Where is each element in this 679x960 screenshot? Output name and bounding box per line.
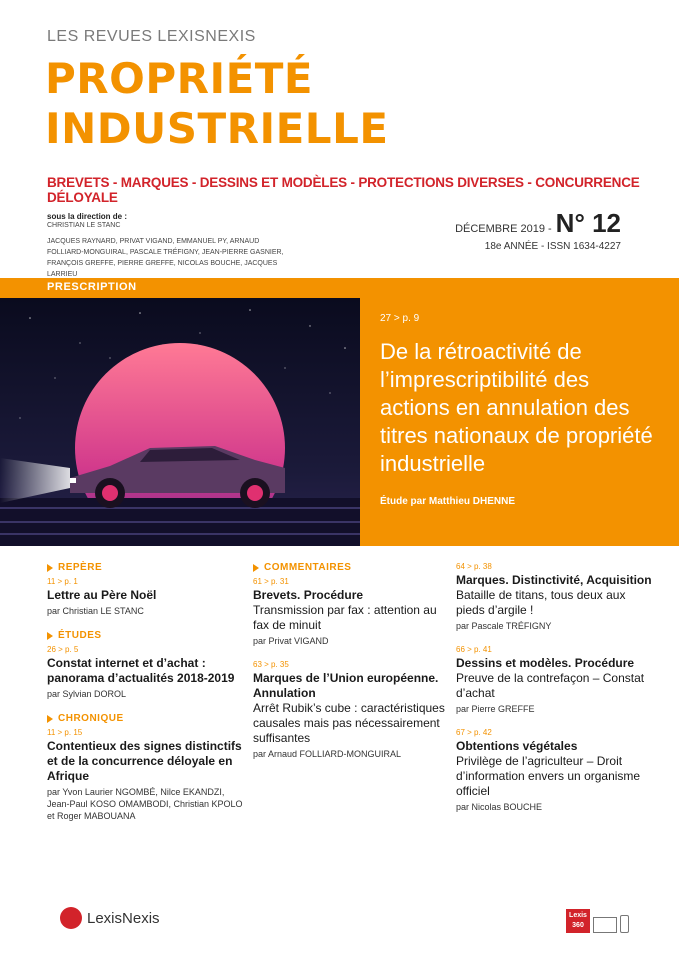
item-reference: 67 > p. 42 [456, 728, 492, 737]
item-text: Privilège de l’agriculteur – Droit d’information envers un organisme officiel [456, 754, 641, 798]
section-tab-label: PRESCRIPTION [47, 281, 137, 293]
editorial-board [47, 212, 297, 280]
list-item [253, 660, 448, 760]
section-repere [47, 562, 247, 617]
contents-column-3 [456, 562, 656, 826]
item-title: Contentieux des signes distinctifs et de la concurrence déloyale en Afrique [47, 739, 242, 783]
list-item [47, 645, 247, 700]
feature-reference: 27 > p. 9 [380, 313, 420, 324]
section-etudes [47, 630, 247, 700]
item-title: Marques. Distinctivité, Acquisition [456, 573, 652, 587]
board-members: JACQUES RAYNARD, PRIVAT VIGAND, EMMANUEL PY, ARNAUD FOLLIARD-MONGUIRAL, PASCALE TRÉFIGNY, JEAN-PIERRE GASNIER, FRANÇOIS GREFFE, PIERRE GREFFE, NICOLAS BOUCHE, JACQUES LARRIEU [47, 238, 284, 278]
item-author: par Yvon Laurier NGOMBÉ, Nilce EKANDZI, Jean-Paul KOSO OMAMBODI, Christian KPOLO et Roger MABOUANA [47, 787, 243, 821]
list-item [47, 728, 247, 822]
publisher-logo [60, 907, 160, 929]
item-author: par Christian LE STANC [47, 606, 144, 616]
item-text: Bataille de titans, tous deux aux pieds d’argile ! [456, 588, 626, 617]
item-title: Marques de l’Union européenne. Annulation [253, 671, 439, 700]
section-heading: CHRONIQUE [58, 713, 124, 724]
section-chronique [47, 713, 247, 822]
item-reference: 11 > p. 1 [47, 577, 78, 586]
item-text: Transmission par fax : attention au fax de minuit [253, 603, 437, 632]
contents-column-1 [47, 562, 247, 835]
section-heading: REPÈRE [58, 562, 103, 573]
journal-title [45, 54, 389, 154]
item-author: par Pascale TRÉFIGNY [456, 621, 552, 631]
feature-author: Étude par Matthieu DHENNE [380, 496, 516, 507]
issue-info [455, 208, 621, 252]
digital-access [566, 909, 629, 933]
item-text: Preuve de la contrefaçon – Constat d’achat [456, 671, 645, 700]
issue-meta: 18e ANNÉE - ISSN 1634-4227 [484, 241, 621, 252]
list-item [253, 577, 448, 647]
section-heading: COMMENTAIRES [264, 562, 352, 573]
section-heading: ÉTUDES [58, 630, 102, 641]
phone-icon [620, 915, 629, 933]
list-item [456, 728, 656, 813]
feature-band [0, 278, 679, 546]
triangle-icon [47, 715, 53, 723]
section-tab [0, 278, 360, 298]
lexis360-badge: Lexis 360 [566, 909, 590, 933]
item-title: Lettre au Père Noël [47, 588, 157, 602]
item-reference: 26 > p. 5 [47, 645, 79, 654]
item-reference: 11 > p. 15 [47, 728, 83, 737]
item-text: Arrêt Rubik’s cube : caractéristiques causales mais pas nécessairement suffisantes [253, 701, 445, 745]
publisher-name: LexisNexis [87, 909, 160, 927]
triangle-icon [47, 564, 53, 572]
item-title: Brevets. Procédure [253, 588, 364, 602]
director-name: CHRISTIAN LE STANC [47, 222, 121, 229]
item-reference: 61 > p. 31 [253, 577, 289, 586]
item-title: Constat internet et d’achat : panorama d’actualités 2018-2019 [47, 656, 235, 685]
journal-title-line2: INDUSTRIELLE [45, 104, 389, 153]
feature-title: De la rétroactivité de l’imprescriptibilité des actions en annulation des titres nationaux de propriété industrielle [380, 339, 653, 476]
issue-number: N° 12 [555, 208, 621, 238]
list-item [47, 577, 247, 617]
list-item [456, 562, 656, 632]
cover-illustration [0, 298, 360, 546]
item-reference: 64 > p. 38 [456, 562, 492, 571]
journal-subtitle: BREVETS - MARQUES - DESSINS ET MODÈLES - PROTECTIONS DIVERSES - CONCURRENCE DÉLOYALE [47, 175, 640, 205]
item-title: Obtentions végétales [456, 739, 578, 753]
item-author: par Sylvian DOROL [47, 689, 127, 699]
lexisnexis-logo-icon [60, 907, 82, 929]
triangle-icon [47, 632, 53, 640]
series-name: LES REVUES LEXISNEXIS [47, 28, 256, 45]
item-author: par Nicolas BOUCHE [456, 802, 543, 812]
contents-column-2 [253, 562, 448, 773]
direction-label: sous la direction de : [47, 212, 128, 221]
issue-date: DÉCEMBRE 2019 - [455, 223, 552, 235]
item-author: par Pierre GREFFE [456, 704, 535, 714]
item-author: par Privat VIGAND [253, 636, 329, 646]
triangle-icon [253, 564, 259, 572]
laptop-icon [593, 917, 617, 933]
journal-title-line1: PROPRIÉTÉ [45, 54, 314, 103]
item-title: Dessins et modèles. Procédure [456, 656, 635, 670]
item-reference: 66 > p. 41 [456, 645, 492, 654]
item-reference: 63 > p. 35 [253, 660, 289, 669]
item-author: par Arnaud FOLLIARD-MONGUIRAL [253, 749, 402, 759]
list-item [456, 645, 656, 715]
